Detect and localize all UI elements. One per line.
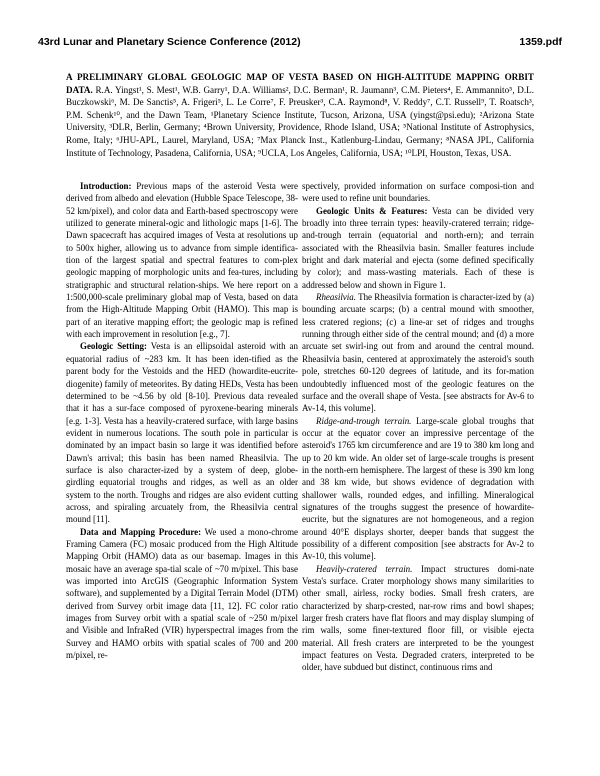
paragraph bbox=[66, 180, 298, 340]
paragraph bbox=[66, 526, 298, 662]
section-heading: Data and Mapping Procedure: bbox=[80, 526, 202, 537]
paragraph-text: We used a mono-chrome Framing Camera (FC) mosaic produced from the High Altitude Mapping Orbit (HAMO) data as our basemap. Images in this mosaic have an average spa-tial scale of ~70 m/pixel. This base was imported into ArcGIS (Geographic Information System software), and supplemented by a Digital Terrain Model (DTM) derived from Survey orbit image data [11, 12]. FC color ratio images from Survey orbit with a spatial scale of ~250 m/pixel and Visible and InfraRed (VIR) hyperspectral images from the Survey and HAMO orbits with spatial scales of 700 and 200 m/pixel, re- bbox=[66, 526, 299, 661]
paragraph bbox=[302, 563, 534, 674]
paragraph-text: spectively, provided information on surface composi-tion and were used to refine unit boundaries. bbox=[302, 181, 534, 204]
section-heading: Rheasilvia. bbox=[316, 292, 356, 303]
section-heading: Ridge-and-trough terrain. bbox=[316, 415, 412, 426]
paragraph-text: Large-scale global troughs that occur at the equator cover an impressive percentage of the asteroid's 1765 km circumference and are 19 to 380 km long and up to 20 km wide. An older set of large-scale troughs is present in the north-ern hemisphere. The largest of these is 390 km long and 38 km wide, but shows evidence of degradation with shallower walls, rounded edges, and infilling. Mineralogical signatures of the troughs suggest the presence of howardite-eucrite, but the signatures are not homogeneous, and a region around 40°E displays shorter, deeper bands that suggest the possibility of a different composition [see abstracts for Av-2 to Av-10, this volume]. bbox=[302, 415, 534, 562]
section-heading: Geologic Units & Features: bbox=[316, 205, 428, 216]
page-header bbox=[38, 36, 562, 50]
paragraph bbox=[66, 340, 298, 525]
paragraph bbox=[302, 291, 534, 414]
paragraph bbox=[302, 180, 534, 205]
left-column bbox=[66, 180, 298, 661]
paragraph bbox=[302, 205, 534, 291]
paragraph-text: Vesta is an ellipsoidal asteroid with an equatorial radius of ~283 km. It has been iden-tified as the parent body for the Vestoids and the HED (howardite-eucrite-diogenite) family of meteorites. By dating HEDs, Vesta has been determined to be ~4.56 by old [8-10]. Previous data revealed that it has a sur-face composed of pyroxene-bearing minerals [e.g. 1-3]. Vesta has a heavily-cratered surface, with large basins evident in numerous locations. The south pole in particular is dominated by an impact basin so large it was identified before Dawn's arrival; this basin has been named Rheasilvia. The surface is also character-ized by a system of deep, globe-girdling equatorial troughs and ridges, as well as an older system to the north. Troughs and ridges are also evident cutting across, and spiraling arcuately from, the Rheasilvia central mound [11]. bbox=[66, 341, 298, 525]
paragraph-text: Vesta can be divided very broadly into three terrain types: heavily-cratered terrain; ridge-and-trough terrain (equatorial and north-ern); and terrain associated with the Rheasilvia basin. Smaller features include bright and dark material and ejecta (some defined specifically by color); and mass-wasting materials. Each of these is addressed below and shown in Figure 1. bbox=[302, 205, 534, 290]
paragraph bbox=[302, 415, 534, 563]
conference-name: 43rd Lunar and Planetary Science Conference (2012) bbox=[38, 36, 301, 48]
paragraph-text: The Rheasilvia formation is character-ized by (a) bounding arcuate scarps; (b) a central mound with smoother, less cratered regions; (c) a line-ar set of ridges and troughs running through either side of the central mound; and (d) a more arcuate set swirl-ing out from and around the central mound. Rheasilvia basin, centered at approximately the asteroid's south pole, stretches 60-120 degrees of latitude, and its for-mation undoubtedly influenced most of the geologic features on the surface and the overall shape of Vesta. [see abstracts for Av-6 to Av-14, this volume]. bbox=[302, 292, 534, 414]
abstract-number: 1359.pdf bbox=[519, 36, 562, 48]
section-heading: Geologic Setting: bbox=[80, 341, 147, 352]
paper-title: A PRELIMINARY GLOBAL GEOLOGIC MAP OF VESTA BASED ON HIGH-ALTITUDE MAPPING ORBIT DATA. bbox=[66, 72, 534, 95]
section-heading: Heavily-cratered terrain. bbox=[316, 563, 413, 574]
paragraph-text: Impact structures domi-nate Vesta's surface. Crater morphology shows many similarities to other small, airless, rocky bodies. Small fresh craters, are characterized by sharp-crested, nar-row rims and bowl shapes; larger fresh craters have flat floors and may display slumping of rim walls, some finer-textured floor fill, or visible ejecta material. All fresh craters are interpreted to be the youngest impact features on Vesta. Degraded craters, interpreted to be older, have subdued but distinct, continuous rims and bbox=[302, 563, 535, 673]
paragraph-text: Previous maps of the asteroid Vesta were derived from albedo and elevation (Hubble Space Telescope, 38-52 km/pixel), and color data and Earth-based spectroscopy were utilized to generate mineral-ogic and lithologic maps [1-6]. The Dawn spacecraft has acquired images of Vesta at resolutions up to 500x higher, allowing us to advance from simple identifica-tion of the largest spatial and spectral features to com-plex geologic mapping of morphologic units and fea-tures, including stratigraphic and structural relation-ships. We here report on a 1:500,000-scale preliminary global map of Vesta, based on data from the High-Altitude Mapping Orbit (HAMO). This map is part of an iterative mapping effort; the geologic map is refined with each improvement in resolution [e.g., 7]. bbox=[66, 181, 298, 340]
authors-affiliations: R.A. Yingst¹, S. Mest¹, W.B. Garry¹, D.A. Williams², D.C. Berman¹, R. Jaumann³, C.M. Pieters⁴, E. Ammannito⁵, D.L. Buczkowski⁶, M. De Sanctis⁵, A. Frigeri⁵, L. Le Corre⁷, F. Preusker³, C.A. Raymond⁸, V. Reddy⁷, C.T. Russell⁹, T. Roatsch³, P.M. Schenk¹⁰, and the Dawn Team, ¹Planetary Science Institute, Tucson, Arizona, USA (yingst@psi.edu); ²Arizona State University, ³DLR, Berlin, Germany; ⁴Brown University, Providence, Rhode Island, USA; ⁵National Institute of Astrophysics, Rome, Italy; ⁶JHU-APL, Laurel, Maryland, USA; ⁷Max Planck Inst., Katlenburg-Lindau, Germany; ⁸NASA JPL, California Institute of Technology, Pasadena, California, USA; ⁹UCLA, Los Angeles, California, USA; ¹⁰LPI, Houston, Texas, USA. bbox=[66, 84, 535, 158]
right-column bbox=[302, 180, 534, 674]
title-block bbox=[66, 71, 534, 159]
section-heading: Introduction: bbox=[80, 181, 132, 191]
